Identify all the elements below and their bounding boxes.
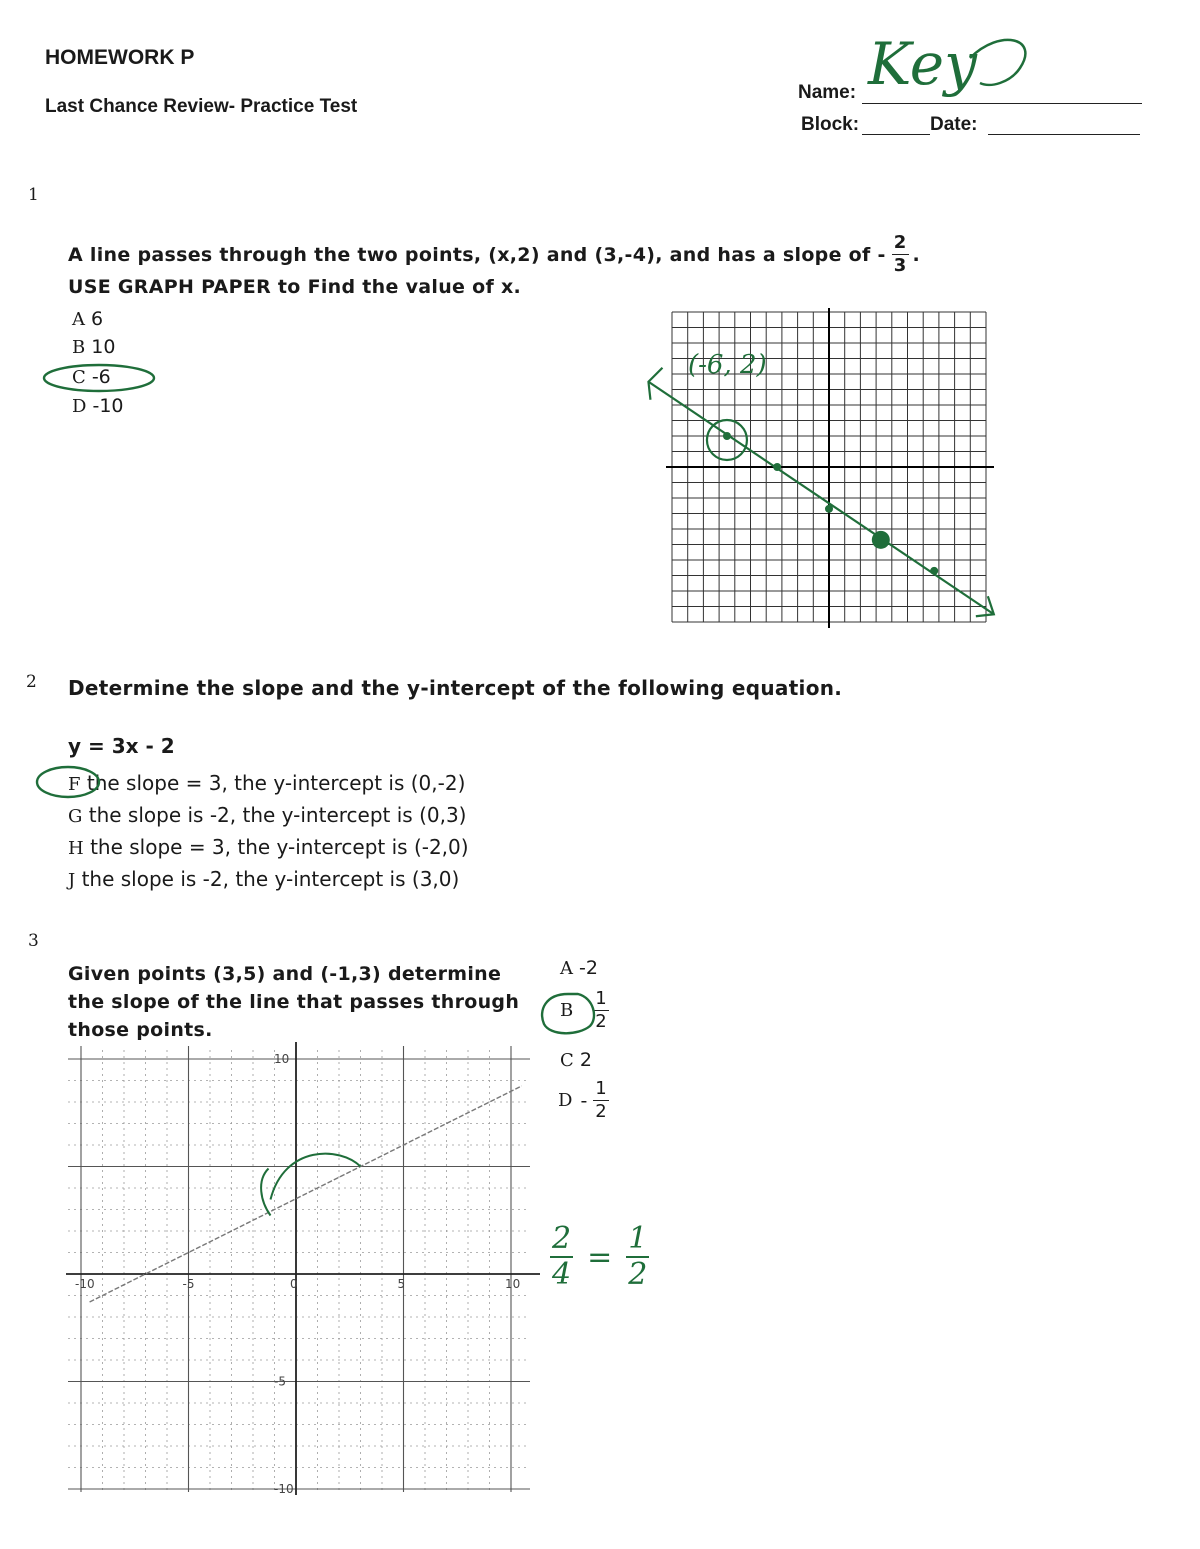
q1-choice-b[interactable] (72, 336, 115, 358)
choice-text: the slope = 3, the y-intercept is (0,-2) (86, 771, 466, 795)
choice-letter: B (560, 1000, 574, 1021)
choice-text: -10 (92, 395, 124, 417)
fraction-numerator: 1 (595, 1078, 607, 1099)
choice-text: -6 (91, 366, 111, 388)
q1-choice-a[interactable] (72, 308, 103, 330)
q2-selected-circle (34, 764, 104, 804)
question-3-line-1: Given points (3,5) and (-1,3) determine (68, 963, 502, 985)
x-tick-label: 5 (397, 1277, 406, 1291)
name-handwritten-key: Key (868, 30, 977, 98)
q2-choice-f[interactable] (68, 771, 465, 795)
run-brace (271, 1154, 361, 1200)
work-equals: = (587, 1239, 613, 1275)
choice-letter: G (68, 806, 83, 827)
question-3-line-2: the slope of the line that passes through (68, 991, 520, 1013)
q2-choice-g[interactable] (68, 803, 466, 827)
key-flourish (960, 28, 1040, 98)
x-tick-label: 10 (505, 1277, 521, 1291)
fraction-denominator: 2 (595, 1011, 607, 1032)
q3-choice-c[interactable] (560, 1049, 592, 1071)
question-3-number: 3 (28, 931, 39, 951)
name-label: Name: (798, 82, 857, 103)
choice-text: 2 (579, 1049, 592, 1071)
question-3-line-3: those points. (68, 1019, 213, 1041)
question-1-number: 1 (28, 185, 39, 205)
plotted-point (723, 432, 731, 440)
q3-coordinate-plane (60, 1040, 550, 1500)
question-1-instruction: USE GRAPH PAPER to Find the value of x. (68, 276, 522, 298)
y-tick-label: -5 (274, 1374, 286, 1389)
choice-text: the slope is -2, the y-intercept is (3,0) (81, 867, 460, 891)
choice-letter: A (72, 309, 85, 330)
question-1-text: A line passes through the two points, (x,2) and (3,-4), and has a slope of - $\frac{2}{3}$ . (68, 232, 921, 276)
q1-choice-d[interactable] (72, 395, 124, 417)
choice-fraction (593, 1080, 608, 1121)
work-fraction-2 (626, 1221, 649, 1292)
question-1-prompt: A line passes through the two points, (x,2) and (3,-4), and has a slope of - (68, 243, 886, 266)
choice-text: 10 (91, 336, 116, 358)
plotted-point (930, 567, 938, 575)
q3-selected-circle (538, 990, 598, 1042)
choice-letter: D (72, 396, 87, 417)
plotted-point (773, 463, 781, 471)
q2-choice-h[interactable] (68, 835, 469, 859)
choice-letter: F (68, 774, 81, 795)
choice-text: 6 (91, 308, 104, 330)
plotted-point (872, 531, 890, 549)
question-2-text: Determine the slope and the y-intercept of the following equation. (68, 676, 843, 700)
name-line[interactable] (862, 103, 1142, 104)
choice-letter: A (560, 958, 573, 979)
block-label: Block: (801, 114, 860, 135)
choice-letter: B (72, 337, 86, 358)
fraction-denominator: 2 (595, 1101, 607, 1122)
choice-letter: D (558, 1090, 573, 1111)
choice-letter: H (68, 838, 84, 859)
question-1-slope-fraction (892, 234, 909, 275)
choice-text: -2 (579, 957, 598, 979)
q1-selected-circle (42, 362, 158, 394)
q1-point-annotation: (-6, 2) (688, 350, 767, 380)
choice-letter: C (560, 1050, 574, 1071)
q3-line (90, 1086, 522, 1302)
work-denominator-1: 4 (552, 1257, 572, 1292)
slope-denominator: 3 (893, 255, 907, 276)
x-tick-label: 0 (290, 1277, 298, 1291)
worksheet-subtitle: Last Chance Review- Practice Test (45, 96, 358, 117)
choice-text: the slope = 3, the y-intercept is (-2,0) (90, 835, 469, 859)
q3-choice-d[interactable] (558, 1080, 609, 1121)
choice-letter: C (72, 367, 86, 388)
q3-handwritten-work (550, 1221, 649, 1292)
date-label: Date: (930, 114, 978, 135)
slope-numerator: 2 (893, 232, 907, 253)
work-numerator-1: 2 (552, 1221, 572, 1256)
question-2-equation: y = 3x - 2 (68, 734, 175, 758)
y-tick-label: -10 (274, 1482, 294, 1496)
question-3-text (68, 960, 519, 1044)
x-tick-label: -5 (182, 1277, 195, 1291)
work-denominator-2: 2 (628, 1257, 648, 1292)
block-line[interactable] (862, 134, 930, 135)
choice-negative-sign: - (580, 1089, 588, 1112)
q3-choice-a[interactable] (560, 957, 598, 979)
q2-choice-j[interactable] (68, 867, 459, 891)
worksheet-title: HOMEWORK P (45, 46, 195, 69)
choice-letter: J (68, 870, 76, 891)
y-tick-label: 10 (274, 1052, 290, 1066)
choice-text: the slope is -2, the y-intercept is (0,3) (88, 803, 467, 827)
date-line[interactable] (988, 134, 1140, 135)
rise-brace (261, 1169, 270, 1216)
question-2-number: 2 (26, 672, 37, 692)
work-numerator-2: 1 (628, 1221, 648, 1256)
plotted-point (825, 505, 833, 513)
x-tick-label: -10 (75, 1277, 95, 1291)
work-fraction-1 (550, 1221, 573, 1292)
fraction-numerator: 1 (595, 988, 607, 1009)
